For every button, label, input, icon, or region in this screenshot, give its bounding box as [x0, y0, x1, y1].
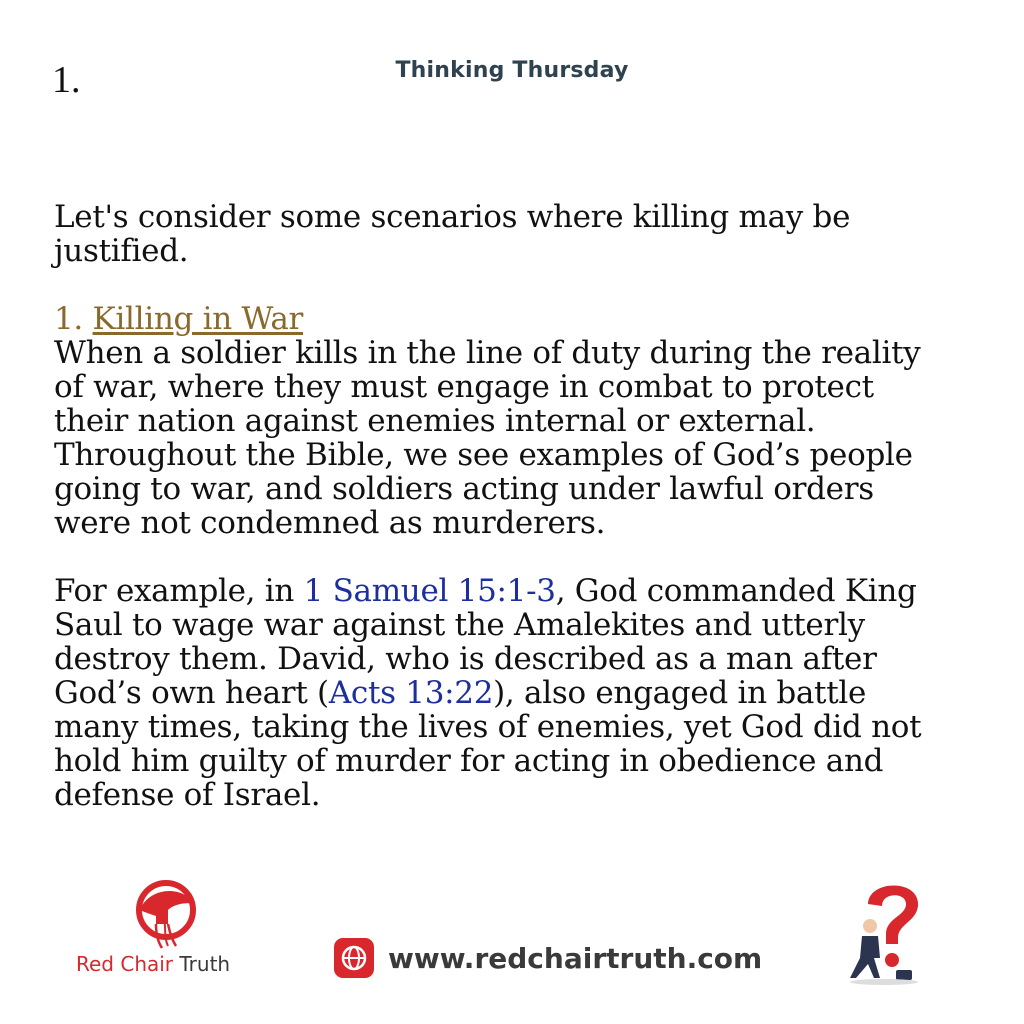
globe-icon — [334, 938, 374, 978]
header-title: Thinking Thursday — [395, 58, 629, 83]
intro-paragraph: Let's consider some scenarios where killing may be justified. — [54, 199, 851, 269]
example-paragraph — [54, 574, 954, 812]
brand-logo — [76, 880, 266, 980]
website-url[interactable]: www.redchairtruth.com — [388, 941, 763, 975]
example-text-3: ), also engaged in battle many times, taking the lives of enemies, yet God did not hold him guilty of murder for acting in obedience and defense of Israel. — [54, 675, 922, 813]
section-heading — [54, 302, 954, 336]
example-text-2: , God commanded King Saul to wage war against the Amalekites and utterly destroy them. David, who is described as a man after God’s own heart ( — [54, 573, 917, 711]
brand-name-dark: Truth — [179, 952, 231, 976]
website-link[interactable] — [334, 936, 762, 980]
acts-reference-link[interactable]: Acts 13:22 — [328, 675, 494, 711]
red-chair-icon — [134, 880, 198, 950]
brand-name-red: Red Chair — [76, 952, 174, 976]
section-title-link[interactable]: Killing in War — [92, 301, 304, 337]
thinking-man-question-mark-icon — [844, 874, 930, 986]
brand-name — [76, 952, 230, 976]
article-body — [54, 200, 954, 812]
section-number: 1. — [54, 301, 93, 337]
war-paragraph: When a soldier kills in the line of duty during the reality of war, where they must engage in combat to protect their nation against enemies internal or external. Throughout the Bible, we see examples of God’s people going to war, and soldiers acting under lawful orders were not condemned as murderers. — [54, 335, 921, 541]
page-number: 1. — [52, 59, 81, 101]
samuel-reference-link[interactable]: 1 Samuel 15:1-3 — [303, 573, 556, 609]
example-text-1: For example, in — [54, 573, 304, 609]
